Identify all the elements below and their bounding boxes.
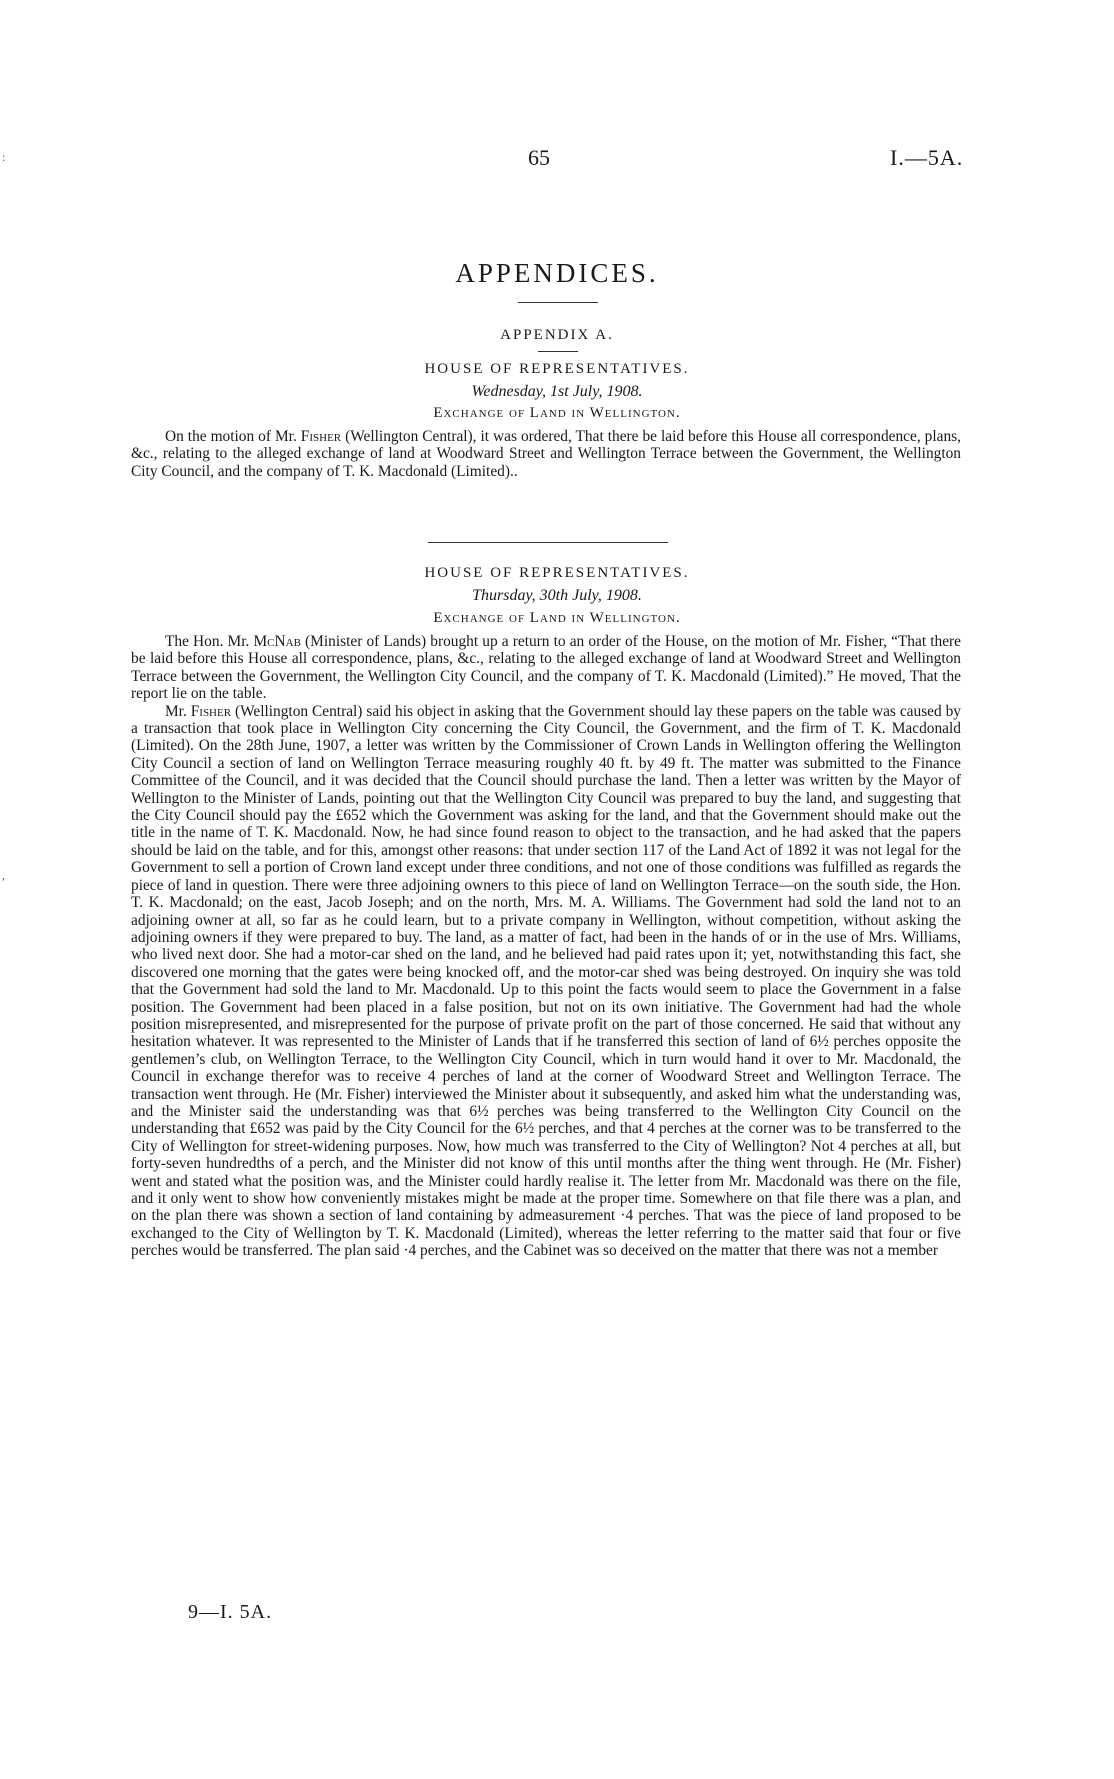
member-name: Fisher xyxy=(300,428,342,445)
appendix-rule xyxy=(538,351,578,352)
document-reference: I.—5A. xyxy=(890,145,964,170)
section1-date: Wednesday, 1st July, 1908. xyxy=(471,383,643,400)
para-text: (Wellington Central), it was ordered, That there be laid before this House all correspondence, plans, &c., relating to the alleged exchange of land at Woodward Street and Wellington Terrace between the Government, the Wellington City Council, and the company of T. K. Macdonald (Limited).. xyxy=(131,428,961,480)
section2-paragraph-1 xyxy=(131,633,961,703)
para-lead: On the motion of Mr. xyxy=(165,428,301,445)
section2-date: Thursday, 30th July, 1908. xyxy=(472,587,642,604)
footer-signature: 9—I. 5A. xyxy=(188,1601,273,1623)
section1-heading: Exchange of Land in Wellington. xyxy=(433,405,681,421)
section1-paragraph xyxy=(131,428,961,480)
page-title: APPENDICES. xyxy=(455,258,659,288)
section2-house: HOUSE OF REPRESENTATIVES. xyxy=(424,565,690,581)
title-rule xyxy=(518,302,598,303)
section2-heading: Exchange of Land in Wellington. xyxy=(433,610,681,626)
margin-mark-top: : xyxy=(2,150,6,164)
member-name: Fisher xyxy=(190,702,232,720)
para-text: (Minister of Lands) brought up a return to an order of the House, on the motion of Mr. Fisher, “That there be laid before this House all correspondence, plans, &c., relating to the alleged exchange of land at Woodward Street and Wellington Terrace between the Government, the Wellington City Council, and the company of T. K. Macdonald (Limited).” He moved, That the report lie on the table. xyxy=(131,633,961,703)
page-number: 65 xyxy=(528,145,550,170)
section1-body xyxy=(131,428,961,480)
para-lead: The Hon. Mr. xyxy=(165,633,254,650)
section-divider xyxy=(428,542,668,543)
margin-mark-middle: , xyxy=(2,868,5,882)
para-lead: Mr. xyxy=(165,702,191,720)
section2-body xyxy=(131,633,961,1260)
appendix-label: APPENDIX A. xyxy=(500,327,614,343)
section1-house: HOUSE OF REPRESENTATIVES. xyxy=(424,361,690,377)
section2-paragraph-2 xyxy=(131,703,961,1260)
member-name: McNab xyxy=(253,633,301,650)
para-text: (Wellington Central) said his object in asking that the Government should lay these papers on the table was caused by a transaction that took place in Wellington City concerning the City Council, the Government, and the firm of T. K. Macdonald (Limited). On the 28th June, 1907, a letter was written by the Commissioner of Crown Lands in Wellington offering the Wellington City Council a section of land on Wellington Terrace measuring roughly 40 ft. by 49 ft. The matter was submitted to the Finance Committee of the Council, and it was decided that the Council should purchase the land. Then a letter was written by the Mayor of Wellington to the Minister of Lands, pointing out that the Wellington City Council was prepared to buy the land, and suggesting that the City Council should pay the £652 which the Government was asking for the land, and that the Government should make out the title in the name of T. K. Macdonald. Now, he had since found reason to object to the transaction, and he had asked that the papers should be laid on the table, and for this, amongst other reasons: that under section 117 of the Land Act of 1892 it was not legal for the Government to sell a portion of Crown land except under three conditions, and not one of those conditions was fulfilled as regards the piece of land in question. There were three adjoining owners to this piece of land on Wellington Terrace—on the south side, the Hon. T. K. Macdonald; on the east, Jacob Joseph; and on the north, Mrs. M. A. Williams. The Government had sold the land not to an adjoining owner at all, so far as he could learn, but to a private company in Wellington, without competition, without asking the adjoining owners if they were prepared to buy. The land, as a matter of fact, had been in the hands of or in the use of Mrs. Williams, who lived next door. She had a motor-car shed on the land, and he believed had paid rates upon it; yet, notwithstanding this fact, she discovered one morning that the gates were being knocked off, and the motor-car shed was being destroyed. On inquiry she was told that the Government had sold the land to Mr. Macdonald. Up to this point the facts would seem to place the Government in a false position. The Government had been placed in a false position, but not on its own initiative. The Government had had the whole position misrepresented, and misrepresented for the purpose of private profit on the part of those concerned. He said that without any hesitation whatever. It was represented to the Minister of Lands that if he transferred this section of land of 6½ perches opposite the gentlemen’s club, on Wellington Terrace, to the Wellington City Council, which in turn would hand it over to Mr. Macdonald, the Council in exchange therefor was to receive 4 perches of land at the corner of Woodward Street and Wellington Terrace. The transaction went through. He (Mr. Fisher) interviewed the Minister about it subsequently, and asked him what the understanding was, and the Minister said the understanding was that 6½ perches was being transferred to the Wellington City Council on the understanding that £652 was paid by the City Council for the 6½ perches, and that 4 perches at the corner was to be transferred to the City of Wellington for street-widening purposes. Now, how much was transferred to the City of Wellington? Not 4 perches at all, but forty-seven hundredths of a perch, and the Minister did not know of this until months after the thing went through. He (Mr. Fisher) went and stated what the position was, and the Minister could hardly realise it. The letter from Mr. Macdonald was there on the file, and it only went to show how conveniently mistakes might be made at the proper time. Somewhere on that file there was a plan, and on the plan there was shown a section of land containing by admeasurement ·4 perches. That was the piece of land proposed to be exchanged to the City of Wellington by T. K. Macdonald (Limited), whereas the letter referring to the matter said that four or five perches would be transferred. The plan said ·4 perches, and the Cabinet was so deceived on the matter that there was not a member xyxy=(131,702,962,1260)
